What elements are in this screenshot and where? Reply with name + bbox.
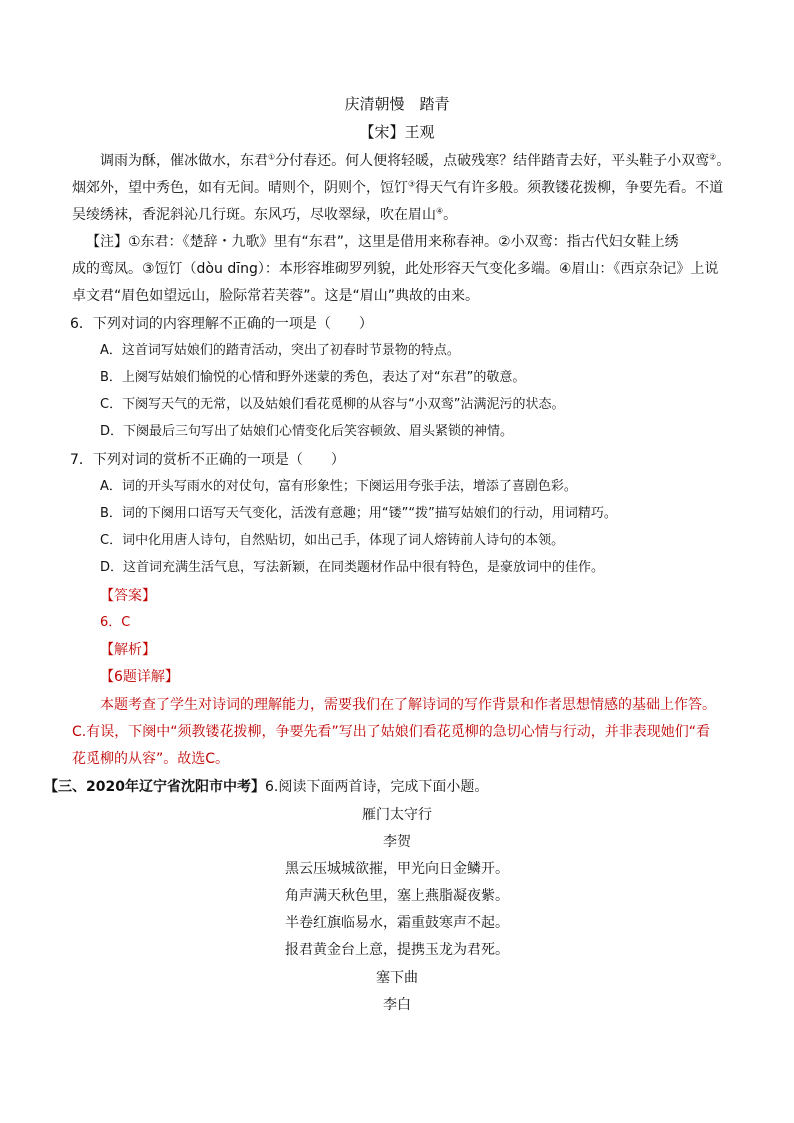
poem-line-2: 烟郊外，望中秀色，如有无间。晴则个，阴则个，饾饤③得天气有许多般。须教镂花拨柳，争要先看。不道 <box>72 179 724 196</box>
q7-option-b: B．词的下阕用口语写天气变化，活泼有意趣；用“镂”“拨”描写姑娘们的行动，用词精巧。 <box>100 506 617 521</box>
note-ref-2: ② <box>709 152 717 162</box>
poem1-line-4: 报君黄金台上意，提携玉龙为君死。 <box>285 942 509 958</box>
q6-option-d: D．下阕最后三句写出了姑娘们心情变化后笑容顿敛、眉头紧锁的神情。 <box>100 424 514 439</box>
q6-option-a: A．这首词写姑娘们的踏青活动，突出了初春时节景物的特点。 <box>100 343 460 358</box>
analysis-paragraph-1: 本题考查了学生对诗词的理解能力，需要我们在了解诗词的写作背景和作者思想情感的基础上作答。 <box>100 697 716 713</box>
answer-value: 6．C <box>100 615 131 630</box>
q7-option-d: D．这首词充满生活气息，写法新颖，在同类题材作品中很有特色，是豪放词中的佳作。 <box>100 560 605 575</box>
detail-label: 【6题详解】 <box>100 669 179 685</box>
poem1-line-3: 半卷红旗临易水，霜重鼓寒声不起。 <box>285 915 509 931</box>
note-line-2: 成的鸾凤。③饾饤（dòu dīng）：本形容堆砌罗列貌，此处形容天气变化多端。④眉山：《西京杂记》上说 <box>72 261 719 277</box>
q7-option-c: C．词中化用唐人诗句，自然贴切，如出己手，体现了词人熔铸前人诗句的本领。 <box>100 533 565 548</box>
q6-option-b: B．上阕写姑娘们愉悦的心情和野外迷蒙的秀色，表达了对“东君”的敬意。 <box>100 370 526 385</box>
note-ref-1: ① <box>268 152 276 162</box>
analysis-paragraph-3: 花觅柳的从容”。故选C。 <box>72 751 230 767</box>
poem-author: 【宋】王观 <box>359 123 435 141</box>
poem-line-1: 调雨为酥，催冰做水，东君①分付春还。何人便将轻暖，点破残寒？结伴踏青去好，平头鞋子小双鸾②。 <box>100 152 731 169</box>
poem-line-3: 吴绫绣袜，香泥斜沁几行斑。东风巧，尽收翠绿，吹在眉山④。 <box>72 206 458 223</box>
note-ref-3: ③ <box>408 179 416 189</box>
poem2-author: 李白 <box>383 997 411 1013</box>
analysis-paragraph-2: C.有误，下阕中“须教镂花拨柳，争要先看”写出了姑娘们看花觅柳的急切心情与行动，并非表现她们“看 <box>72 724 711 740</box>
answer-label: 【答案】 <box>100 588 156 604</box>
q6-stem: 6．下列对词的内容理解不正确的一项是（ ） <box>70 316 373 332</box>
poem2-title: 塞下曲 <box>376 970 418 986</box>
note-ref-4: ④ <box>436 206 444 216</box>
analysis-label: 【解析】 <box>100 642 156 658</box>
poem1-line-2: 角声满天秋色里，塞上燕脂凝夜紫。 <box>285 888 509 904</box>
q7-stem: 7．下列对词的赏析不正确的一项是（ ） <box>70 452 345 468</box>
q7-option-a: A．词的开头写雨水的对仗句，富有形象性；下阕运用夸张手法，增添了喜剧色彩。 <box>100 479 577 494</box>
poem1-line-1: 黑云压城城欲摧，甲光向日金鳞开。 <box>285 861 509 877</box>
note-line-1: 【注】①东君：《楚辞・九歌》里有“东君”，这里是借用来称春神。②小双鸾：指古代妇女鞋上绣 <box>86 234 679 250</box>
q6-option-c: C．下阕写天气的无常，以及姑娘们看花觅柳的从容与“小双鸾”沾满泥污的状态。 <box>100 397 565 412</box>
section-intro: 6.阅读下面两首诗，完成下面小题。 <box>264 779 489 795</box>
section-title: 【三、2020年辽宁省沈阳市中考】 <box>44 779 265 795</box>
poem-title: 庆清朝慢 踏青 <box>344 95 450 113</box>
section-heading <box>44 777 794 797</box>
poem1-title: 雁门太守行 <box>362 807 432 823</box>
poem1-author: 李贺 <box>383 834 411 850</box>
note-line-3: 卓文君“眉色如望远山，脸际常若芙蓉”。这是“眉山”典故的由来。 <box>72 288 480 304</box>
